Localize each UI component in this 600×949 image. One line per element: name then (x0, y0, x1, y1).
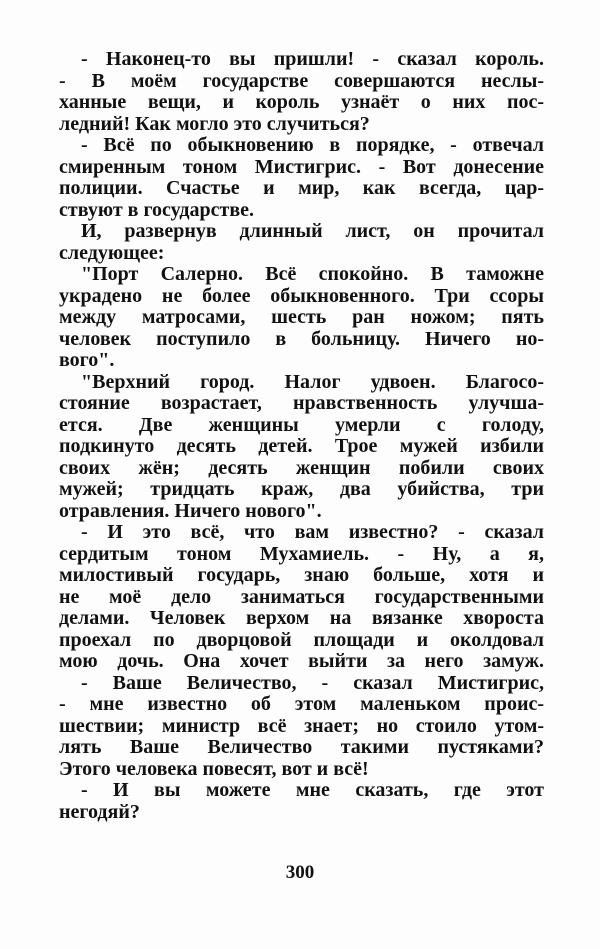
text-line: ствуют в государстве. (59, 198, 255, 221)
text-line: - Ваше Величество, - сказал Мистигрис, (81, 671, 544, 694)
text-line: не моё дело заниматься государственными (59, 585, 544, 608)
text-line: "Порт Салерно. Всё спокойно. В таможне (81, 263, 544, 285)
text-line: вого". (59, 349, 115, 371)
text-line: смиренным тоном Мистигрис. - Вот донесение (59, 155, 544, 178)
text-line: делами. Человек верхом на вязанке хвороста (59, 607, 544, 629)
text-line: следующее: (59, 241, 165, 264)
text-line: - В моём государстве совершаются неслы- (59, 69, 544, 92)
text-line: - Наконец-то вы пришли! - сказал король. (81, 48, 544, 70)
body-text (59, 49, 544, 823)
text-line: мужей; тридцать краж, два убийства, три (59, 478, 544, 500)
text-line: милостивый государь, знаю больше, хотя и (59, 564, 544, 586)
text-line: своих жён; десять женщин побили своих (59, 456, 544, 479)
text-line: проехал по дворцовой площади и околдовал (59, 628, 544, 651)
text-line: между матросами, шесть ран ножом; пять (59, 306, 544, 328)
text-line: ханные вещи, и король узнаёт о них пос- (59, 91, 544, 113)
text-line: - И вы можете мне сказать, где этот (81, 779, 544, 801)
text-line: шествии; министр всё знает; но стоило утом- (59, 714, 544, 737)
text-line: лять Ваше Величество такими пустяками? (59, 736, 544, 758)
text-line: - Всё по обыкновению в порядке, - отвечал (81, 134, 544, 156)
text-line: полиции. Счастье и мир, как всегда, цар- (59, 177, 544, 199)
text-line: сердитым тоном Мухамиель. - Ну, а я, (59, 542, 544, 565)
text-line: - мне известно об этом маленьком проис- (59, 693, 544, 715)
text-line: ется. Две женщины умерли с голоду, (59, 413, 544, 436)
text-line: Этого человека повесят, вот и всё! (59, 757, 369, 780)
text-line: украдено не более обыкновенного. Три ссоры (59, 284, 544, 307)
text-line: ледний! Как могло это случиться? (59, 112, 370, 135)
text-line: И, развернув длинный лист, он прочитал (81, 220, 544, 242)
text-line: - И это всё, что вам известно? - сказал (81, 521, 544, 543)
text-line: негодяй? (59, 800, 140, 823)
text-line: стояние возрастает, нравственность улучша- (59, 392, 544, 414)
page-number: 300 (285, 862, 315, 883)
text-line: мою дочь. Она хочет выйти за него замуж. (59, 650, 544, 672)
text-line: отравления. Ничего нового". (59, 499, 322, 522)
text-line: подкинуто десять детей. Трое мужей избили (59, 435, 544, 457)
text-line: "Верхний город. Налог удвоен. Благосо- (81, 370, 544, 393)
text-line: человек поступило в больницу. Ничего но- (59, 327, 544, 350)
